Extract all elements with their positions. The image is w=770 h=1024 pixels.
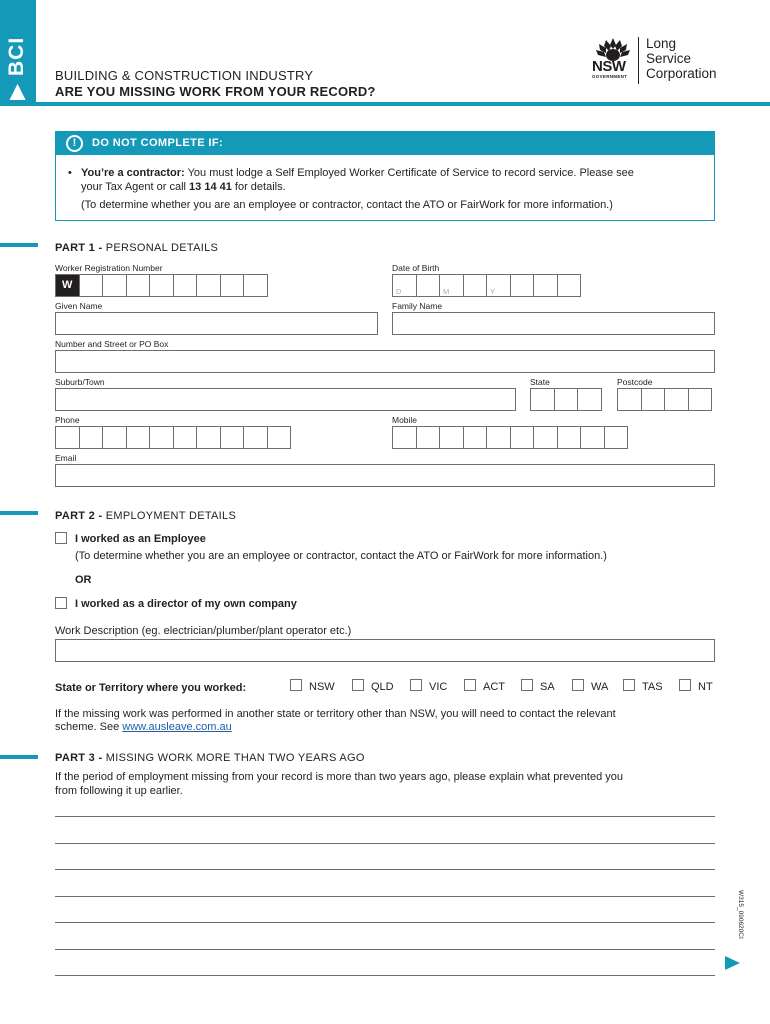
other-state-note-see: scheme. See (55, 721, 123, 733)
dob-label: Date of Birth (392, 263, 440, 273)
section-marker (0, 243, 38, 247)
work-description-field[interactable] (55, 639, 715, 662)
email-field[interactable] (55, 464, 715, 487)
logo-divider (638, 37, 639, 84)
state-checkbox-qld[interactable] (352, 679, 364, 691)
state-option-sa: SA (540, 681, 555, 693)
state-option-tas: TAS (642, 681, 663, 693)
email-label: Email (55, 453, 77, 463)
next-page-arrow-icon (725, 956, 740, 970)
mobile-digit-box[interactable] (392, 426, 417, 449)
state-option-wa: WA (591, 681, 609, 693)
digit-box[interactable] (243, 274, 268, 297)
phone-digit-box[interactable] (243, 426, 268, 449)
nsw-logo-text: NSW (592, 58, 626, 75)
phone-digit-box[interactable] (55, 426, 80, 449)
dob-year-box[interactable] (486, 274, 511, 297)
state-option-act: ACT (483, 681, 505, 693)
digit-box[interactable] (220, 274, 245, 297)
explanation-writing-line[interactable] (55, 975, 715, 976)
worker-reg-prefix: W (55, 274, 80, 297)
street-label: Number and Street or PO Box (55, 339, 169, 349)
explanation-writing-line[interactable] (55, 922, 715, 923)
digit-box[interactable] (79, 274, 104, 297)
dob-day-box[interactable] (392, 274, 417, 297)
worker-reg-label: Worker Registration Number (55, 263, 163, 273)
state-box[interactable] (554, 388, 579, 411)
dob-day-hint: D (396, 287, 402, 296)
header-divider (36, 102, 770, 106)
postcode-box[interactable] (664, 388, 689, 411)
worker-reg-number-input[interactable] (55, 274, 268, 297)
state-option-vic: VIC (429, 681, 448, 693)
notice-bullet-text-c: for details. (231, 181, 286, 193)
part2-number: PART 2 - (55, 510, 106, 522)
phone-digit-box[interactable] (126, 426, 151, 449)
explanation-writing-line[interactable] (55, 869, 715, 870)
explanation-writing-line[interactable] (55, 949, 715, 950)
state-checkbox-tas[interactable] (623, 679, 635, 691)
mobile-digit-box[interactable] (557, 426, 582, 449)
notice-note: (To determine whether you are an employee or contractor, contact the ATO or FairWork for more information.) (81, 199, 613, 211)
page-title: ARE YOU MISSING WORK FROM YOUR RECORD? (55, 84, 376, 99)
phone-input[interactable] (55, 426, 291, 449)
phone-digit-box[interactable] (196, 426, 221, 449)
part3-heading: MISSING WORK MORE THAN TWO YEARS AGO (105, 752, 365, 764)
notice-bullet-line2 (81, 180, 286, 194)
suburb-label: Suburb/Town (55, 377, 105, 387)
document-code: W315_090620CI (737, 890, 744, 939)
work-description-label: Work Description (eg. electrician/plumber/plant operator etc.) (55, 625, 352, 637)
notice-bullet-bold: You’re a contractor: (81, 167, 185, 179)
given-name-field[interactable] (55, 312, 378, 335)
mobile-digit-box[interactable] (580, 426, 605, 449)
phone-digit-box[interactable] (79, 426, 104, 449)
other-state-note-line2 (55, 720, 232, 734)
notice-bullet-text-b: your Tax Agent or call (81, 181, 190, 193)
part1-heading: PERSONAL DETAILS (105, 242, 219, 254)
postcode-box[interactable] (641, 388, 666, 411)
header-subtitle: BUILDING & CONSTRUCTION INDUSTRY (55, 68, 314, 83)
part2-heading: EMPLOYMENT DETAILS (105, 510, 237, 522)
street-field[interactable] (55, 350, 715, 373)
part3-text-line1: If the period of employment missing from your record is more than two years ago, please explain what prevented you (55, 771, 624, 783)
director-option-label: I worked as a director of my own company (75, 598, 297, 610)
part3-title (55, 752, 365, 764)
postcode-box[interactable] (617, 388, 642, 411)
part3-text-line2: from following it up earlier. (55, 785, 183, 797)
part3-number: PART 3 - (55, 752, 106, 764)
phone-digit-box[interactable] (173, 426, 198, 449)
mobile-digit-box[interactable] (486, 426, 511, 449)
mobile-digit-box[interactable] (510, 426, 535, 449)
dob-year-box[interactable] (533, 274, 558, 297)
postcode-label: Postcode (617, 377, 653, 387)
notice-header (56, 132, 714, 155)
given-name-label: Given Name (55, 301, 103, 311)
explanation-writing-line[interactable] (55, 843, 715, 844)
postcode-box[interactable] (688, 388, 713, 411)
notice-title: DO NOT COMPLETE IF: (92, 137, 224, 149)
state-option-qld: QLD (371, 681, 394, 693)
dob-year-box[interactable] (510, 274, 535, 297)
government-logo-text: GOVERNMENT (592, 74, 628, 79)
section-marker (0, 755, 38, 759)
part1-title (55, 242, 218, 254)
director-checkbox[interactable] (55, 597, 67, 609)
digit-box[interactable] (102, 274, 127, 297)
employee-note: (To determine whether you are an employee or contractor, contact the ATO or FairWork for more information.) (75, 550, 607, 562)
other-state-note-line1: If the missing work was performed in another state or territory other than NSW, you will need to contact the relevant (55, 708, 616, 720)
state-checkbox-nt[interactable] (679, 679, 691, 691)
state-checkbox-vic[interactable] (410, 679, 422, 691)
dob-month-box[interactable] (463, 274, 488, 297)
notice-bullet-line1 (81, 166, 634, 180)
dob-year-hint: Y (490, 287, 496, 296)
org-line-2: Service (646, 51, 692, 66)
explanation-writing-line[interactable] (55, 896, 715, 897)
state-checkbox-nsw[interactable] (290, 679, 302, 691)
bci-side-tab (0, 0, 36, 106)
digit-box[interactable] (173, 274, 198, 297)
org-line-3: Corporation (646, 66, 717, 81)
state-checkbox-wa[interactable] (572, 679, 584, 691)
ausleave-link[interactable]: www.ausleave.com.au (122, 721, 232, 733)
mobile-digit-box[interactable] (416, 426, 441, 449)
mobile-input[interactable] (392, 426, 628, 449)
suburb-field[interactable] (55, 388, 516, 411)
exclamation-icon: ! (66, 135, 83, 152)
date-of-birth-input[interactable] (392, 274, 581, 297)
phone-label: Phone (55, 415, 80, 425)
phone-digit-box[interactable] (149, 426, 174, 449)
phone-digit-box[interactable] (102, 426, 127, 449)
state-input[interactable] (530, 388, 602, 411)
digit-box[interactable] (126, 274, 151, 297)
phone-digit-box[interactable] (220, 426, 245, 449)
do-not-complete-notice (55, 131, 715, 221)
state-box[interactable] (577, 388, 602, 411)
dob-month-box[interactable] (439, 274, 464, 297)
postcode-input[interactable] (617, 388, 712, 411)
explanation-writing-line[interactable] (55, 816, 715, 817)
family-name-label: Family Name (392, 301, 443, 311)
state-box[interactable] (530, 388, 555, 411)
bullet-dot: • (68, 167, 72, 179)
notice-phone: 13 14 41 (189, 181, 232, 193)
dob-day-box[interactable] (416, 274, 441, 297)
section-marker (0, 511, 38, 515)
family-name-field[interactable] (392, 312, 715, 335)
state-checkbox-act[interactable] (464, 679, 476, 691)
part1-number: PART 1 - (55, 242, 106, 254)
digit-box[interactable] (196, 274, 221, 297)
state-label: State (530, 377, 550, 387)
state-question: State or Territory where you worked: (55, 682, 247, 694)
or-divider-text: OR (75, 574, 92, 586)
dob-year-box[interactable] (557, 274, 582, 297)
employee-option-label: I worked as an Employee (75, 533, 206, 545)
digit-box[interactable] (149, 274, 174, 297)
org-line-1: Long (646, 36, 677, 51)
mobile-digit-box[interactable] (604, 426, 629, 449)
employee-checkbox[interactable] (55, 532, 67, 544)
mobile-label: Mobile (392, 415, 418, 425)
bci-tab-label: ▶ BCI (5, 36, 28, 100)
notice-bullet-text: You must lodge a Self Employed Worker Certificate of Service to record service. Please see (184, 167, 634, 179)
mobile-digit-box[interactable] (533, 426, 558, 449)
state-option-nt: NT (698, 681, 713, 693)
mobile-digit-box[interactable] (463, 426, 488, 449)
state-option-nsw: NSW (309, 681, 335, 693)
phone-digit-box[interactable] (267, 426, 292, 449)
dob-month-hint: M (443, 287, 450, 296)
part2-title (55, 510, 236, 522)
state-checkbox-sa[interactable] (521, 679, 533, 691)
mobile-digit-box[interactable] (439, 426, 464, 449)
organisation-name (646, 36, 717, 81)
